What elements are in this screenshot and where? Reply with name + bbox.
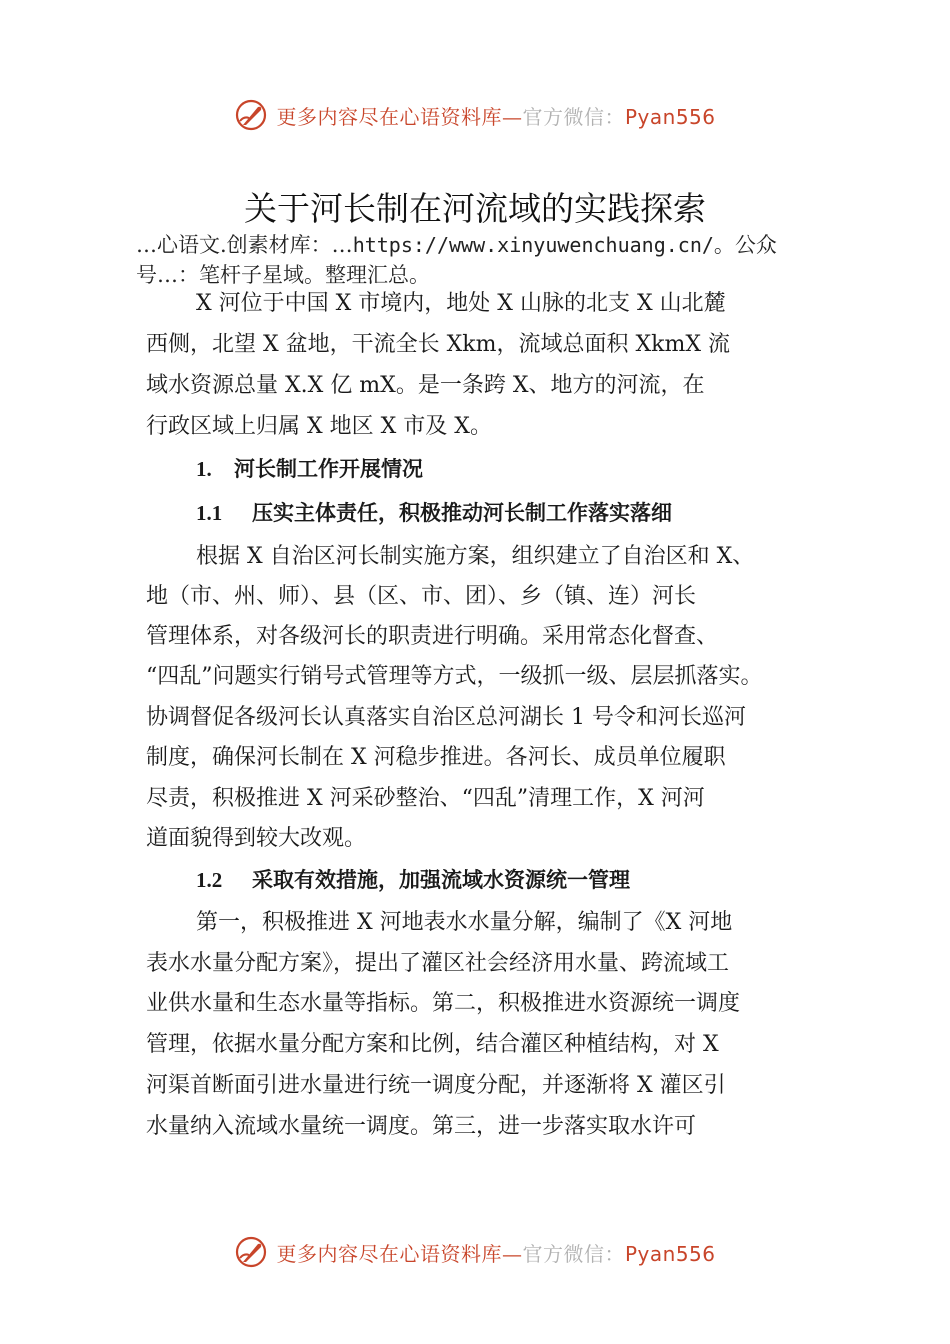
section-heading-1-2: 1.2 采取有效措施，加强流域水资源统一管理 — [196, 868, 630, 892]
paragraph-3-line: 管理，依据水量分配方案和比例，结合灌区种植结构，对 X — [146, 1032, 719, 1057]
paragraph-2-line: 根据 X 自治区河长制实施方案，组织建立了自治区和 X、 — [196, 544, 755, 569]
paragraph-2-line: 尽责，积极推进 X 河采砂整治、“四乱”清理工作，X 河河 — [146, 786, 705, 811]
watermark-text: 更多内容尽在心语资料库—官方微信：Pyan556 — [276, 1241, 716, 1266]
paragraph-2-line: “四乱”问题实行销号式管理等方式，一级抓一级、层层抓落实。 — [146, 664, 763, 689]
source-line: …心语文.创素材库：…https://www.xinyuwenchuang.cn/。公众号…：笔杆子星域。整理汇总。 — [136, 233, 777, 287]
quill-logo-icon — [234, 1235, 268, 1269]
paragraph-2-line: 管理体系，对各级河长的职责进行明确。采用常态化督查、 — [146, 624, 719, 649]
paragraph-3-line: 业供水量和生态水量等指标。第二，积极推进水资源统一调度 — [146, 991, 741, 1016]
watermark-text: 更多内容尽在心语资料库—官方微信：Pyan556 — [276, 104, 716, 129]
header-watermark — [0, 95, 950, 135]
quill-logo-icon — [234, 98, 268, 132]
document-title: 关于河长制在河流域的实践探索 — [244, 189, 706, 228]
paragraph-2-line: 协调督促各级河长认真落实自治区总河湖长 1 号令和河长巡河 — [146, 705, 746, 730]
paragraph-2-line: 制度，确保河长制在 X 河稳步推进。各河长、成员单位履职 — [146, 745, 726, 770]
section-heading-1-1: 1.1 压实主体责任，积极推动河长制工作落实落细 — [196, 501, 672, 525]
footer-watermark — [0, 1232, 950, 1272]
paragraph-2-line: 道面貌得到较大改观。 — [146, 826, 367, 851]
paragraph-1-line: 西侧，北望 X 盆地，干流全长 Xkm，流域总面积 XkmX 流 — [146, 332, 731, 357]
paragraph-3-line: 第一，积极推进 X 河地表水水量分解，编制了《X 河地 — [196, 910, 733, 935]
paragraph-3-line: 表水水量分配方案》，提出了灌区社会经济用水量、跨流域工 — [146, 951, 730, 976]
paragraph-1-line: 域水资源总量 X.X 亿 mX。是一条跨 X、地方的河流，在 — [146, 373, 705, 398]
section-heading-1: 1. 河长制工作开展情况 — [196, 457, 423, 481]
paragraph-3-line: 河渠首断面引进水量进行统一调度分配，并逐渐将 X 灌区引 — [146, 1073, 726, 1098]
paragraph-1-line: 行政区域上归属 X 地区 X 市及 X。 — [146, 414, 492, 439]
paragraph-3-line: 水量纳入流域水量统一调度。第三，进一步落实取水许可 — [146, 1114, 697, 1139]
paragraph-2-line: 地（市、州、师）、县（区、市、团）、乡（镇、连）河长 — [146, 584, 697, 609]
paragraph-1-line: X 河位于中国 X 市境内，地处 X 山脉的北支 X 山北麓 — [196, 291, 726, 316]
